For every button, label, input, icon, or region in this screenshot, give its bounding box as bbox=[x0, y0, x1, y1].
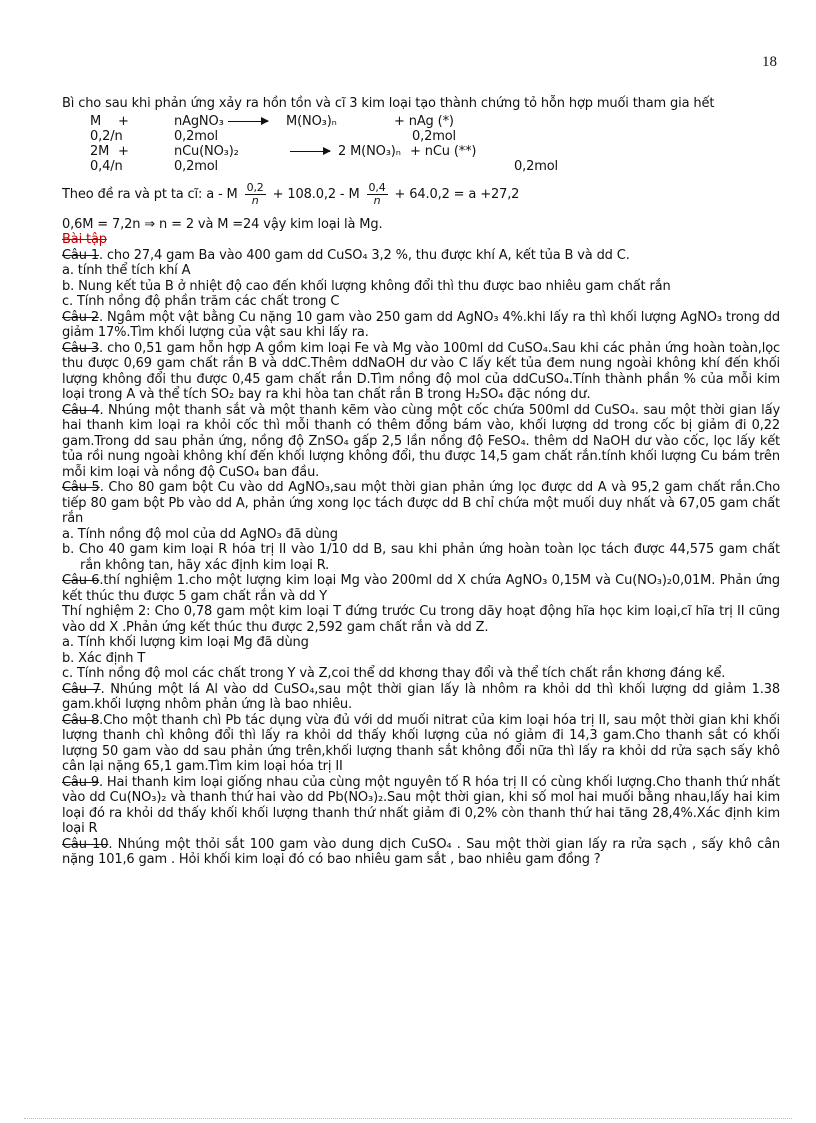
question-text: . Hai thanh kim loại giống nhau của cùng một nguyên tố R hóa trị II có cùng khối lượng.Cho thanh thứ nhất vào dd Cu(NO₃)₂ và thanh thứ hai vào dd Pb(NO₃)₂.Sau một thời gian, khi số mol hai muối bằng nhau,lấy hai kim loại đó ra khỏi dd thấy khối khối lượng thanh thứ nhất giảm đi 0,2% còn thanh thứ hai tăng 28,4%.Xác định kim loại R bbox=[62, 774, 780, 836]
fraction-2: $\frac{0,4}{n}$ bbox=[368, 180, 386, 207]
eq1-reactant: M bbox=[90, 113, 102, 129]
equation-2-moles bbox=[90, 159, 780, 174]
question-1 bbox=[62, 248, 780, 264]
eq1-plus: + bbox=[118, 113, 129, 129]
intro-text: Bì cho sau khi phản ứng xảy ra hồn tồn và cĩ 3 kim loại tạo thành chứng tỏ hỗn hợp muối tham gia hết bbox=[62, 96, 715, 111]
question-4 bbox=[62, 403, 780, 481]
page-number: 18 bbox=[762, 54, 777, 70]
eq1-product-2: + nAg (*) bbox=[394, 113, 454, 129]
question-8 bbox=[62, 713, 780, 775]
question-extra: Thí nghiệm 2: Cho 0,78 gam một kim loại T đứng trước Cu trong dãy hoạt động hĩa học kim loại,cĩ hĩa trị II cũng vào dd X .Phản ứng kết thúc thu được 2,592 gam chất rắn và dd Z. bbox=[62, 604, 780, 635]
question-label: Câu 2 bbox=[62, 309, 99, 325]
question-text: . cho 0,51 gam hỗn hợp A gồm kim loại Fe và Mg vào 100ml dd CuSO₄.Sau khi các phản ứng hoàn toàn,lọc thu được 0,69 gam chất rắn B và ddC.Thêm ddNaOH dư vào C lấy kết tủa đem nung ngoài không khí đến khối lượng không đổi thu được 0,45 gam chất rắn D.Tìm nồng độ mol của ddCuSO₄.Tính thành phần % của mỗi kim loại trong A và thể tích SO₂ bay ra khi hòa tan chất rắn B trong H₂SO₄ đặc nóng dư. bbox=[62, 340, 780, 402]
equation-1-moles bbox=[90, 129, 780, 144]
question-label: Câu 7 bbox=[62, 681, 101, 697]
question-subitem: a. Tính khối lượng kim loại Mg đã dùng bbox=[62, 635, 309, 650]
eq2-plus: + bbox=[118, 143, 129, 159]
question-7 bbox=[62, 682, 780, 713]
question-text: . Ngâm một vật bằng Cu nặng 10 gam vào 250 gam dd AgNO₃ 4%.khi lấy ra thì khối lượng AgNO₃ trong dd giảm 17%.Tìm khối lượng của vật sau khi lấy ra. bbox=[62, 309, 781, 340]
question-6 bbox=[62, 573, 780, 604]
eq2-reagent: nCu(NO₃)₂ bbox=[174, 143, 239, 159]
question-subitem: a. tính thể tích khí A bbox=[62, 263, 191, 278]
exercise-title: Bài tập bbox=[62, 232, 107, 247]
question-subitem: c. Tính nồng độ mol các chất trong Y và Z,coi thể dd khơng thay đổi và thể tích chất rắn khơng đáng kể. bbox=[62, 666, 726, 681]
question-text: . Nhúng một thanh sắt và một thanh kẽm vào cùng một cốc chứa 500ml dd CuSO₄. sau một thời gian lấy hai thanh kim loại ra khỏi cốc thì mỗi thanh có thêm đồng bám vào, khối lượng dd trong cốc bị giảm đi 0,22 gam.Trong dd sau phản ứng, nồng độ ZnSO₄ gấp 2,5 lần nồng độ FeSO₄. thêm dd NaOH dư vào cốc, lọc lấy kết tủa rồi nung ngoài không khí đến khối lượng không đổi, thu được 14,5 gam chất rắn.tính khối lượng Cu bám trên mỗi kim loại và nồng độ CuSO₄ ban đầu. bbox=[62, 402, 780, 480]
equation-block bbox=[90, 114, 780, 174]
question-label: Câu 10 bbox=[62, 836, 109, 852]
reaction-arrow-icon bbox=[228, 121, 268, 122]
document-body bbox=[62, 96, 780, 868]
eq1-mol-b: 0,2mol bbox=[174, 128, 219, 144]
question-subitem: c. Tính nồng độ phần trăm các chất trong C bbox=[62, 294, 340, 309]
question-text: . cho 27,4 gam Ba vào 400 gam dd CuSO₄ 3,2 %, thu được khí A, kết tủa B và dd C. bbox=[98, 247, 630, 263]
question-label: Câu 8 bbox=[62, 712, 100, 728]
eq2-mol-c: 0,2mol bbox=[514, 158, 559, 174]
question-5 bbox=[62, 480, 780, 527]
question-3 bbox=[62, 341, 780, 403]
fraction-1: $\frac{0,2}{n}$ bbox=[246, 180, 264, 207]
eq1-reagent: nAgNO₃ bbox=[174, 114, 286, 129]
question-text: .Cho một thanh chì Pb tác dụng vừa đủ với dd muối nitrat của kim loại hóa trị II, sau một thời gian khi khối lượng thanh chì không đổi thì lấy ra khỏi dd thấy khối lượng của nó giảm đi 14,3 gam.Cho thanh sắt có khối lượng 50 gam vào dd sau phản ứng trên,khối lượng thanh sắt không đổi nữa thì lấy ra khỏi dd rửa sạch sấy khô cân lại nặng 65,1 gam.Tìm kim loại hóa trị II bbox=[62, 712, 780, 774]
question-label: Câu 9 bbox=[62, 774, 99, 790]
question-label: Câu 1 bbox=[62, 247, 99, 263]
result-line: 0,6M = 7,2n ⇒ n = 2 và M =24 vậy kim loại là Mg. bbox=[62, 216, 383, 232]
eq1-mol-c: 0,2mol bbox=[412, 128, 457, 144]
question-10 bbox=[62, 837, 780, 868]
eq2-reactant: 2M bbox=[90, 143, 110, 159]
question-text: . Cho 80 gam bột Cu vào dd AgNO₃,sau một thời gian phản ứng lọc được dd A và 95,2 gam chất rắn.Cho tiếp 80 gam bột Pb vào dd A, phản ứng xong lọc tách được dd B chỉ chứa một muối duy nhất và 67,05 gam chất rắn bbox=[62, 480, 781, 526]
question-2 bbox=[62, 310, 780, 341]
question-label: Câu 4 bbox=[62, 402, 100, 418]
question-label: Câu 6 bbox=[62, 573, 100, 588]
equation-2 bbox=[90, 144, 780, 159]
page-bottom-divider bbox=[24, 1118, 792, 1119]
eq2-mol-a: 0,4/n bbox=[90, 158, 123, 174]
question-label: Câu 3 bbox=[62, 340, 100, 356]
theo-equation: Theo đề ra và pt ta cĩ: a - M $\frac{0,2}{n}$ + 108.0,2 - M $\frac{0,4}{n}$ + 64.0,2 = a +27,2 bbox=[62, 180, 520, 207]
eq2-arrow-product: 2 M(NO₃)ₙ bbox=[286, 144, 394, 159]
question-9 bbox=[62, 775, 780, 837]
question-subitem: b. Xác định T bbox=[62, 650, 146, 666]
question-subitem: b. Cho 40 gam kim loại R hóa trị II vào 1/10 dd B, sau khi phản ứng hoàn toàn lọc tách được 44,575 gam chất rắn không tan, hãy xác định kim loại R. bbox=[62, 542, 780, 573]
equation-1 bbox=[90, 114, 780, 129]
question-label: Câu 5 bbox=[62, 480, 100, 495]
eq2-mol-b: 0,2mol bbox=[174, 158, 219, 174]
reaction-arrow-icon bbox=[290, 151, 330, 152]
question-text: .thí nghiệm 1.cho một lượng kim loại Mg vào 200ml dd X chứa AgNO₃ 0,15M và Cu(NO₃)₂0,01M. Phản ứng kết thúc thu được 5 gam chất rắn và dd Y bbox=[62, 573, 780, 604]
question-list bbox=[62, 248, 780, 868]
eq1-product: M(NO₃)ₙ bbox=[286, 113, 337, 129]
eq2-product-2: + nCu (**) bbox=[410, 143, 477, 159]
question-text: . Nhúng một lá Al vào dd CuSO₄,sau một thời gian lấy là nhôm ra khỏi dd thì khối lượng dd giảm 1.38 gam.khối lượng nhôm phản ứng là bao nhiêu. bbox=[62, 681, 781, 712]
question-subitem: a. Tính nồng độ mol của dd AgNO₃ đã dùng bbox=[62, 526, 338, 542]
question-subitem: b. Nung kết tủa B ở nhiệt độ cao đến khối lượng không đổi thì thu được bao nhiêu gam chất rắn bbox=[62, 278, 671, 294]
question-text: . Nhúng một thỏi sắt 100 gam vào dung dịch CuSO₄ . Sau một thời gian lấy ra rửa sạch , sấy khô cân nặng 101,6 gam . Hỏi khối kim loại đó có bao nhiêu gam sắt , bao nhiêu gam đồng ? bbox=[62, 836, 780, 867]
eq1-mol-a: 0,2/n bbox=[90, 128, 123, 144]
